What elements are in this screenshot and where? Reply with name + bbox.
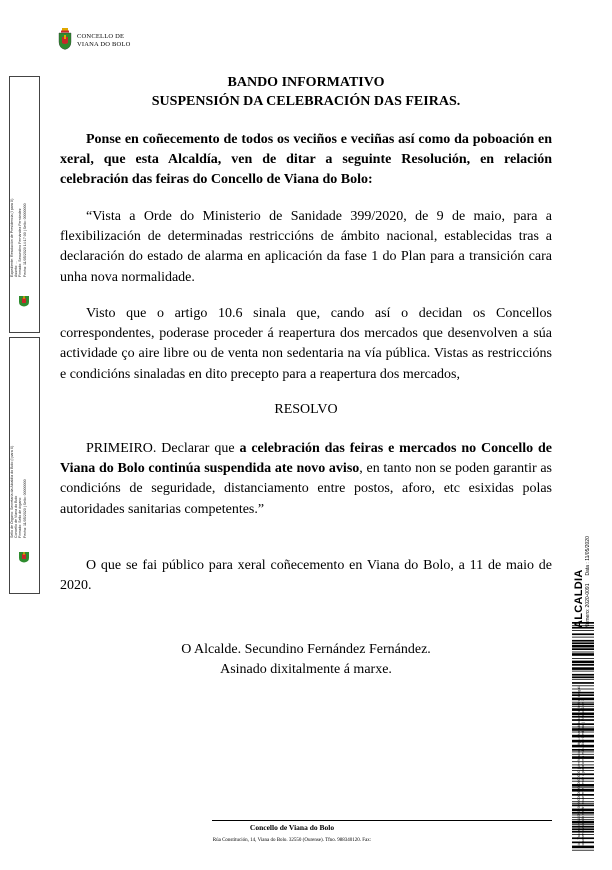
fecha-label: Data : 11/05/2020: [585, 536, 591, 576]
footer-address: Rúa Constitución, 14, Viana do Bolo. 32550 (Ourense). Tfno. 988340120. Fax:: [212, 838, 372, 843]
visto-paragraph: Visto que o artigo 10.6 sinala que, cando así o decidan os Concellos correspondentes, poderase proceder á reapertura dos mercados que desenvolven a súa actividade ço aire libre ou de venta non sedentaria na vía pública. Vistas as restriccións e condicións sinaladas en dito precepto para a reapertura dos mercados,: [60, 306, 552, 382]
footer-org-name: Concello de Viana do Bolo: [249, 823, 335, 832]
signature-stamp-box-2: [9, 337, 40, 594]
department-label: ALCALDIA: [573, 569, 585, 628]
stamp-1-line: Fecha: 11/05/2020 14:17:00 | Sello: 00000000: [22, 203, 27, 277]
org-name-line2: VIANA DO BOLO: [77, 41, 131, 48]
shield-icon: [17, 295, 31, 307]
primeiro-text-a: PRIMEIRO. Declarar que: [86, 441, 240, 456]
shield-icon: [17, 551, 31, 563]
stamp-2-line: Fecha: 11/05/2020 | Sello: 00000000: [22, 479, 27, 538]
document-title: BANDO INFORMATIVO: [227, 75, 385, 90]
publico-paragraph: O que se fai público para xeral coñecemento en Viana do Bolo, a 11 de maio de 2020.: [60, 558, 552, 594]
stamp-2-line: Firmado: Sello de órgano: [18, 497, 23, 538]
signature-stamp-box-1: [9, 76, 40, 333]
document-subtitle: SUSPENSIÓN DA CELEBRACIÓN DAS FEIRAS.: [151, 94, 461, 109]
stamp-2-line: Sello de Órgano: Secretaría da Alcaldía do Bolo (I para X): [10, 445, 14, 538]
stamp-2-text: [10, 446, 27, 538]
intro-paragraph: Ponse en coñecemento de todos os veciños e veciñas así como da poboación en xeral, que esta Alcaldía, ven de ditar a seguinte Resolución, en relación celebración das feiras do Concello de Viana do Bolo:: [60, 132, 552, 188]
stamp-2-line: Concello de Viana do Bolo: [14, 495, 19, 538]
signature-note: Asinado dixitalmente á marxe.: [220, 662, 392, 677]
primeiro-text-bold: a celebración das feiras e mercados no Concello de Viana do Bolo continúa suspendida ate novo aviso: [60, 441, 552, 477]
quote-paragraph: “Vista a Orde do Ministerio de Sanidade 399/2020, de 9 de maio, para a flexibilización de determinadas restriccións de ámbito nacional, establecidas tras a declaración do estado de alarma en aplicación da fase 1 do Plan para a transición cara unha nova normalidade.: [60, 209, 552, 285]
resolvo-heading: RESOLVO: [274, 402, 338, 417]
primeiro-paragraph: [60, 439, 552, 520]
barcode-icon: [572, 622, 594, 852]
stamp-1-line: Firmado: Secundino Fernández Fernández: [18, 208, 23, 277]
registry-meta: [573, 536, 591, 628]
signature-name: O Alcalde. Secundino Fernández Fernández.: [181, 642, 431, 657]
primeiro-text-b: , en tanto non se poden garantir as condicións de seguridade, distanciamento entre postos, aforo, etc esixidas polas autoridades sanitarias competentes.”: [60, 461, 552, 517]
coat-of-arms-icon: [58, 28, 72, 50]
stamp-1-line: Asunto: ...: [14, 260, 19, 277]
stamp-1-text: [10, 198, 27, 277]
stamp-1-line: Expediente: Resolución de Presidencia (I para X): [10, 198, 14, 277]
registry-details: [585, 536, 591, 628]
numero-label: Número: 2020-0091: [585, 583, 591, 628]
footer-divider: [212, 820, 552, 821]
org-name-line1: CONCELLO DE: [77, 33, 125, 40]
